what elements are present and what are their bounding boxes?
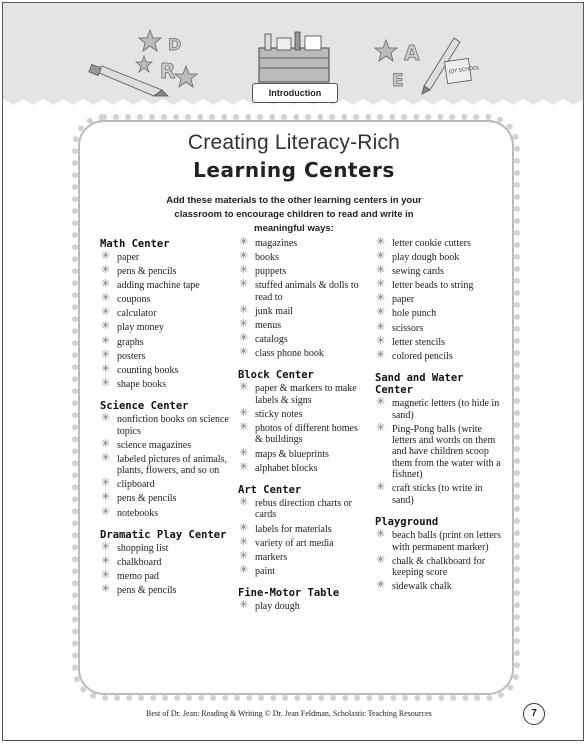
list-item-text: labeled pictures of animals, plants, flowers, and so on: [117, 453, 227, 477]
materials-list: [375, 530, 505, 592]
section-heading: Science Center: [100, 400, 189, 413]
letter-r-icon: R: [160, 59, 176, 83]
asterisk-bullet-icon: ✳: [101, 320, 111, 333]
list-item-text: magazines: [255, 238, 298, 249]
asterisk-bullet-icon: ✳: [376, 528, 386, 541]
list-item-text: rebus direction charts or cards: [255, 498, 352, 521]
list-item: [375, 483, 505, 506]
list-item: [238, 266, 368, 277]
list-item: [238, 252, 368, 263]
asterisk-bullet-icon: ✳: [376, 278, 386, 291]
list-item-text: nonfiction books on science topics: [117, 414, 229, 437]
list-item-text: clipboard: [117, 479, 155, 491]
list-item: [238, 348, 368, 359]
materials-list: [100, 414, 230, 519]
list-item-text: posters: [117, 350, 146, 362]
list-item: [238, 535, 368, 549]
center-section: [100, 238, 230, 390]
letters-pencil-illustration: [374, 30, 481, 96]
asterisk-bullet-icon: ✳: [101, 292, 111, 305]
list-item-text: counting books: [117, 364, 179, 376]
section-heading: Playground: [375, 516, 439, 529]
list-item-text: pens & pencils: [117, 493, 177, 505]
materials-list: [375, 238, 505, 362]
list-item: [238, 446, 368, 460]
center-section: [238, 587, 368, 612]
list-item-text: sticky notes: [255, 408, 303, 420]
materials-list: [238, 498, 368, 577]
list-item: [375, 280, 505, 291]
star-icon: [375, 40, 397, 61]
list-item-text: craft sticks (to write in sand): [392, 483, 483, 506]
list-item-text: colored pencils: [392, 350, 453, 362]
asterisk-bullet-icon: ✳: [376, 292, 386, 305]
asterisk-bullet-icon: ✳: [239, 381, 249, 394]
list-item-text: sewing cards: [392, 266, 444, 278]
materials-list: [100, 252, 230, 390]
list-item: [375, 252, 505, 263]
list-item-text: variety of art media: [255, 537, 334, 549]
page-title-line2: Learning Centers: [193, 158, 395, 182]
asterisk-bullet-icon: ✳: [101, 491, 111, 504]
star-icon: [175, 66, 197, 87]
list-item-text: beach balls (print on letters with permanent marker): [392, 530, 501, 553]
letter-d-icon: D: [168, 35, 182, 54]
materials-list: [100, 540, 230, 597]
asterisk-bullet-icon: ✳: [239, 521, 249, 534]
center-section: [238, 484, 368, 577]
supply-basket-illustration: [255, 32, 333, 84]
section-heading: Art Center: [238, 484, 302, 497]
asterisk-bullet-icon: ✳: [239, 331, 249, 344]
list-item: [375, 238, 505, 249]
list-item-text: paper: [117, 252, 140, 263]
asterisk-bullet-icon: ✳: [239, 549, 249, 562]
pencil-stars-illustration: [88, 26, 198, 98]
list-item-text: letter cookie cutters: [392, 238, 471, 249]
asterisk-bullet-icon: ✳: [101, 555, 111, 568]
asterisk-bullet-icon: ✳: [376, 236, 386, 248]
list-item-text: play money: [117, 322, 164, 334]
asterisk-bullet-icon: ✳: [239, 303, 249, 316]
asterisk-bullet-icon: ✳: [376, 250, 386, 263]
list-item-text: paper & markers to make labels & signs: [255, 383, 357, 406]
asterisk-bullet-icon: ✳: [101, 412, 111, 425]
list-item: [100, 540, 230, 554]
section-heading: Dramatic Play Center: [100, 528, 227, 541]
list-item-text: science magazines: [117, 439, 192, 451]
pencil-icon: [295, 32, 300, 50]
list-item: [100, 280, 230, 291]
list-item: [238, 238, 368, 249]
asterisk-bullet-icon: ✳: [376, 264, 386, 277]
asterisk-bullet-icon: ✳: [376, 334, 386, 347]
center-section: [100, 400, 230, 519]
list-item: [238, 406, 368, 420]
list-item-text: calculator: [117, 308, 157, 320]
list-item: [100, 493, 230, 504]
list-item-text: hole punch: [392, 308, 437, 320]
list-item-text: letter beads to string: [392, 280, 474, 292]
center-section: [375, 372, 505, 506]
section-heading: Sand and Water Center: [375, 372, 464, 397]
list-item: [100, 308, 230, 319]
materials-list: [375, 398, 505, 506]
list-item: [375, 266, 505, 277]
list-item-text: scissors: [392, 322, 424, 334]
asterisk-bullet-icon: ✳: [239, 496, 249, 509]
asterisk-bullet-icon: ✳: [239, 535, 249, 548]
list-item-text: class phone book: [255, 348, 324, 360]
asterisk-bullet-icon: ✳: [239, 317, 249, 330]
list-item: [238, 460, 368, 474]
list-item-text: letter stencils: [392, 336, 446, 348]
list-item: [375, 348, 505, 362]
list-item-text: shape books: [117, 378, 167, 390]
asterisk-bullet-icon: ✳: [376, 579, 386, 592]
asterisk-bullet-icon: ✳: [101, 264, 111, 277]
list-item: [375, 421, 505, 481]
crayon-icon: [265, 34, 271, 50]
list-item-text: stuffed animals & dolls to read to: [255, 280, 359, 303]
list-item: [375, 320, 505, 334]
column-1: [100, 238, 230, 607]
list-item: [100, 505, 230, 519]
asterisk-bullet-icon: ✳: [101, 376, 111, 389]
asterisk-bullet-icon: ✳: [101, 334, 111, 347]
column-3: [375, 238, 505, 603]
list-item: [100, 414, 230, 437]
list-item: [100, 266, 230, 277]
column-2: [238, 238, 368, 623]
materials-list: [238, 238, 368, 359]
list-item-text: books: [255, 252, 279, 264]
list-item-text: maps & blueprints: [255, 448, 329, 460]
asterisk-bullet-icon: ✳: [101, 583, 111, 596]
asterisk-bullet-icon: ✳: [376, 348, 386, 361]
list-item-text: paint: [255, 565, 275, 577]
list-item-text: paper: [392, 294, 415, 306]
list-item-text: catalogs: [255, 333, 288, 345]
center-section: [375, 238, 505, 362]
list-item-text: play dough book: [392, 252, 460, 264]
asterisk-bullet-icon: ✳: [101, 250, 111, 262]
list-item: [238, 521, 368, 535]
list-item: [375, 294, 505, 305]
section-heading: Block Center: [238, 369, 314, 382]
asterisk-bullet-icon: ✳: [101, 278, 111, 291]
list-item: [100, 348, 230, 362]
list-item: [100, 376, 230, 390]
page-number: 7: [523, 703, 545, 725]
list-item: [100, 479, 230, 490]
list-item-text: markers: [255, 551, 288, 563]
pencil-icon: [89, 64, 168, 96]
asterisk-bullet-icon: ✳: [239, 460, 249, 473]
asterisk-bullet-icon: ✳: [101, 451, 111, 464]
list-item-text: play dough: [255, 601, 300, 613]
list-item-text: photos of different homes & buildings: [255, 423, 358, 446]
list-item-text: shopping list: [117, 542, 169, 554]
list-item-text: pens & pencils: [117, 585, 177, 597]
star-icon: [139, 30, 161, 51]
list-item-text: sidewalk chalk: [392, 581, 452, 593]
section-heading: Fine-Motor Table: [238, 587, 340, 600]
footer-credit: Best of Dr. Jean: Reading & Writing © Dr. Jean Feldman, Scholastic Teaching Resources: [146, 709, 432, 718]
center-section: [238, 238, 368, 359]
asterisk-bullet-icon: ✳: [239, 599, 249, 612]
asterisk-bullet-icon: ✳: [239, 278, 249, 291]
list-item-text: puppets: [255, 266, 287, 278]
list-item-text: menus: [255, 319, 282, 331]
list-item: [375, 398, 505, 421]
list-item: [375, 334, 505, 348]
basket-icon: [259, 48, 329, 82]
list-item: [100, 334, 230, 348]
asterisk-bullet-icon: ✳: [376, 421, 386, 434]
asterisk-bullet-icon: ✳: [101, 437, 111, 450]
materials-list: [238, 383, 368, 474]
asterisk-bullet-icon: ✳: [101, 505, 111, 518]
list-item: [100, 294, 230, 305]
asterisk-bullet-icon: ✳: [376, 553, 386, 566]
list-item-text: chalk & chalkboard for keeping score: [392, 555, 486, 579]
asterisk-bullet-icon: ✳: [376, 396, 386, 409]
list-item: [100, 571, 230, 582]
list-item: [238, 423, 368, 446]
asterisk-bullet-icon: ✳: [101, 477, 111, 490]
list-item-text: notebooks: [117, 507, 159, 519]
list-item: [100, 451, 230, 477]
section-tag: Introduction: [252, 83, 338, 103]
asterisk-bullet-icon: ✳: [101, 540, 111, 553]
asterisk-bullet-icon: ✳: [101, 362, 111, 375]
letter-a-icon: A: [404, 41, 420, 65]
asterisk-bullet-icon: ✳: [239, 236, 249, 248]
book-icon: [277, 38, 291, 50]
list-item: [238, 303, 368, 317]
list-item-text: magnetic letters (to hide in sand): [392, 398, 500, 421]
asterisk-bullet-icon: ✳: [239, 406, 249, 419]
center-section: [238, 369, 368, 474]
list-item: [100, 437, 230, 451]
list-item: [238, 563, 368, 577]
list-item: [100, 585, 230, 596]
letter-e-icon: E: [392, 71, 404, 91]
list-item-text: pens & pencils: [117, 266, 177, 278]
list-item: [100, 322, 230, 333]
list-item: [375, 530, 505, 553]
list-item: [238, 383, 368, 406]
list-item-text: coupons: [117, 294, 151, 306]
star-icon: [136, 56, 152, 72]
list-item: [375, 308, 505, 319]
list-item-text: memo pad: [117, 571, 159, 583]
materials-list: [238, 601, 368, 612]
asterisk-bullet-icon: ✳: [101, 306, 111, 319]
list-item: [238, 601, 368, 612]
asterisk-bullet-icon: ✳: [239, 250, 249, 263]
list-item: [238, 549, 368, 563]
asterisk-bullet-icon: ✳: [239, 446, 249, 459]
list-item: [375, 553, 505, 579]
list-item: [100, 362, 230, 376]
list-item-text: adding machine tape: [117, 280, 200, 292]
asterisk-bullet-icon: ✳: [376, 306, 386, 319]
list-item-text: Ping-Pong balls (write letters and words on them and have children scoop them from the water with a fishnet): [392, 423, 501, 481]
list-item-text: graphs: [117, 336, 144, 348]
list-item: [100, 557, 230, 568]
list-item-text: junk mail: [255, 305, 294, 317]
list-item-text: chalkboard: [117, 557, 162, 569]
list-item: [375, 581, 505, 592]
list-item: [238, 331, 368, 345]
page-title-line1: Creating Literacy-Rich: [187, 131, 401, 154]
list-item: [238, 280, 368, 303]
list-item: [100, 252, 230, 263]
center-section: [375, 516, 505, 592]
center-section: [100, 529, 230, 597]
asterisk-bullet-icon: ✳: [239, 421, 249, 434]
asterisk-bullet-icon: ✳: [376, 481, 386, 494]
list-item: [238, 498, 368, 521]
sign-text: JOY SCHOOL: [448, 64, 481, 76]
intro-text: Add these materials to the other learning centers in your classroom to encourage children to read and write in meaningful ways:: [166, 195, 422, 234]
paper-icon: [305, 36, 321, 50]
list-item: [238, 317, 368, 331]
asterisk-bullet-icon: ✳: [239, 346, 249, 359]
asterisk-bullet-icon: ✳: [101, 348, 111, 361]
asterisk-bullet-icon: ✳: [101, 569, 111, 582]
list-item-text: alphabet blocks: [255, 462, 318, 474]
section-heading: Math Center: [100, 238, 170, 250]
asterisk-bullet-icon: ✳: [376, 320, 386, 333]
list-item-text: labels for materials: [255, 523, 332, 535]
asterisk-bullet-icon: ✳: [239, 264, 249, 277]
asterisk-bullet-icon: ✳: [239, 563, 249, 576]
